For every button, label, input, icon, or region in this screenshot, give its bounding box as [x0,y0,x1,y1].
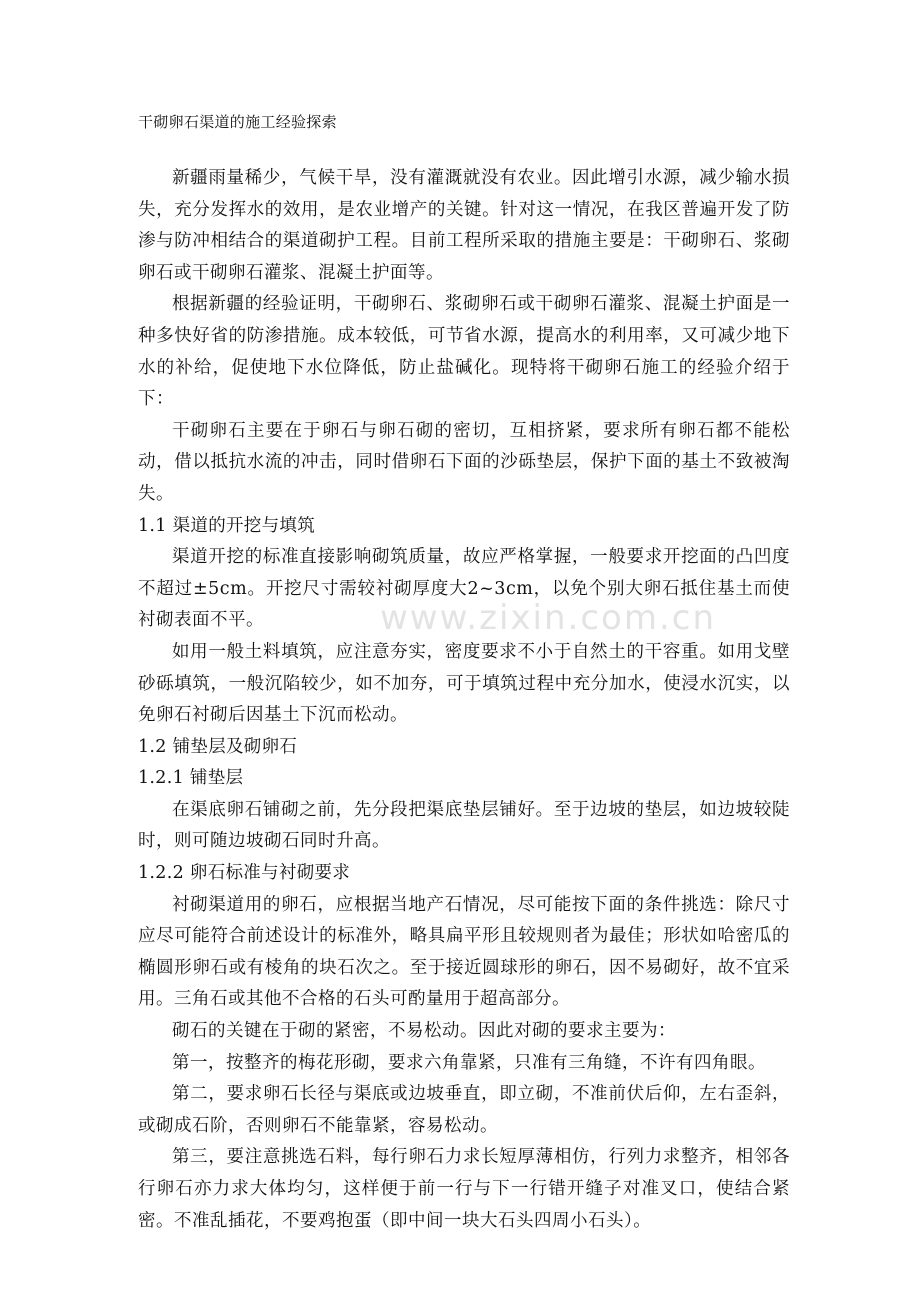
paragraph-intro: 新疆雨量稀少，气候干旱，没有灌溉就没有农业。因此增引水源，减少输水损失，充分发挥水的效用，是农业增产的关键。针对这一情况，在我区普遍开发了防渗与防冲相结合的渠道砌护工程。目前工程所采取的措施主要是：干砌卵石、浆砌卵石或干砌卵石灌浆、混凝土护面等。 [138,168,790,283]
paragraph-rule-second: 第二，要求卵石长径与渠底或边坡垂直，即立砌，不准前伏后仰，左右歪斜，或砌成石阶，否则卵石不能靠紧，容易松动。 [138,1084,790,1136]
section-heading-1-2-2: 1.2.2 卵石标准与衬砌要求 [138,863,351,884]
section-heading-1-2-1: 1.2.1 铺垫层 [138,768,244,789]
paragraph-excavation: 渠道开挖的标准直接影响砌筑质量，故应严格掌握，一般要求开挖面的凸凹度不超过±5cm。开挖尺寸需较衬砌厚度大2~3cm，以免个别大卵石抵住基土而使衬砌表面不平。 [138,547,790,631]
section-heading-1-1: 1.1 渠道的开挖与填筑 [138,515,315,536]
paragraph-rule-third: 第三，要注意挑选石料，每行卵石力求长短厚薄相仿，行列力求整齐，相邻各行卵石亦力求大体均匀，这样便于前一行与下一行错开缝子对准叉口，使结合紧密。不准乱插花，不要鸡抱蛋（即中间一块大石头四周小石头）。 [138,1147,790,1231]
paragraph-stone-standard: 衬砌渠道用的卵石，应根据当地产石情况，尽可能按下面的条件挑选：除尺寸应尽可能符合前述设计的标准外，略具扁平形且较规则者为最佳；形状如哈密瓜的椭圆形卵石或有棱角的块石次之。至于接近圆球形的卵石，因不易砌好，故不宜采用。三角石或其他不合格的石头可酌量用于超高部分。 [138,894,790,1010]
paragraph-masonry-key: 砌石的关键在于砌的紧密，不易松动。因此对砌的要求主要为： [172,1021,676,1042]
paragraph-principle: 干砌卵石主要在于卵石与卵石砌的密切，互相挤紧，要求所有卵石都不能松动，借以抵抗水流的冲击，同时借卵石下面的沙砾垫层，保护下面的基土不致被淘失。 [138,420,790,504]
paragraph-cushion: 在渠底卵石铺砌之前，先分段把渠底垫层铺好。至于边坡的垫层，如边坡较陡时，则可随边坡砌石同时升高。 [138,799,790,852]
document-title: 干砌卵石渠道的施工经验探索 [138,113,337,131]
paragraph-rule-first: 第一，按整齐的梅花形砌，要求六角靠紧，只准有三角缝，不许有四角眼。 [172,1052,766,1073]
section-heading-1-2: 1.2 铺垫层及砌卵石 [138,736,298,757]
watermark: www.zixin.com.cn [380,598,716,638]
document-body [138,108,790,1237]
paragraph-filling: 如用一般土料填筑，应注意夯实，密度要求不小于自然土的干容重。如用戈壁砂砾填筑，一般沉陷较少，如不加夯，可于填筑过程中充分加水，使浸水沉实，以免卵石衬砌后因基土下沉而松动。 [138,641,790,726]
paragraph-experience: 根据新疆的经验证明，干砌卵石、浆砌卵石或干砌卵石灌浆、混凝土护面是一种多快好省的防渗措施。成本较低，可节省水源，提高水的利用率，又可减少地下水的补给，促使地下水位降低，防止盐碱化。现特将干砌卵石施工的经验介绍于下： [138,294,790,410]
